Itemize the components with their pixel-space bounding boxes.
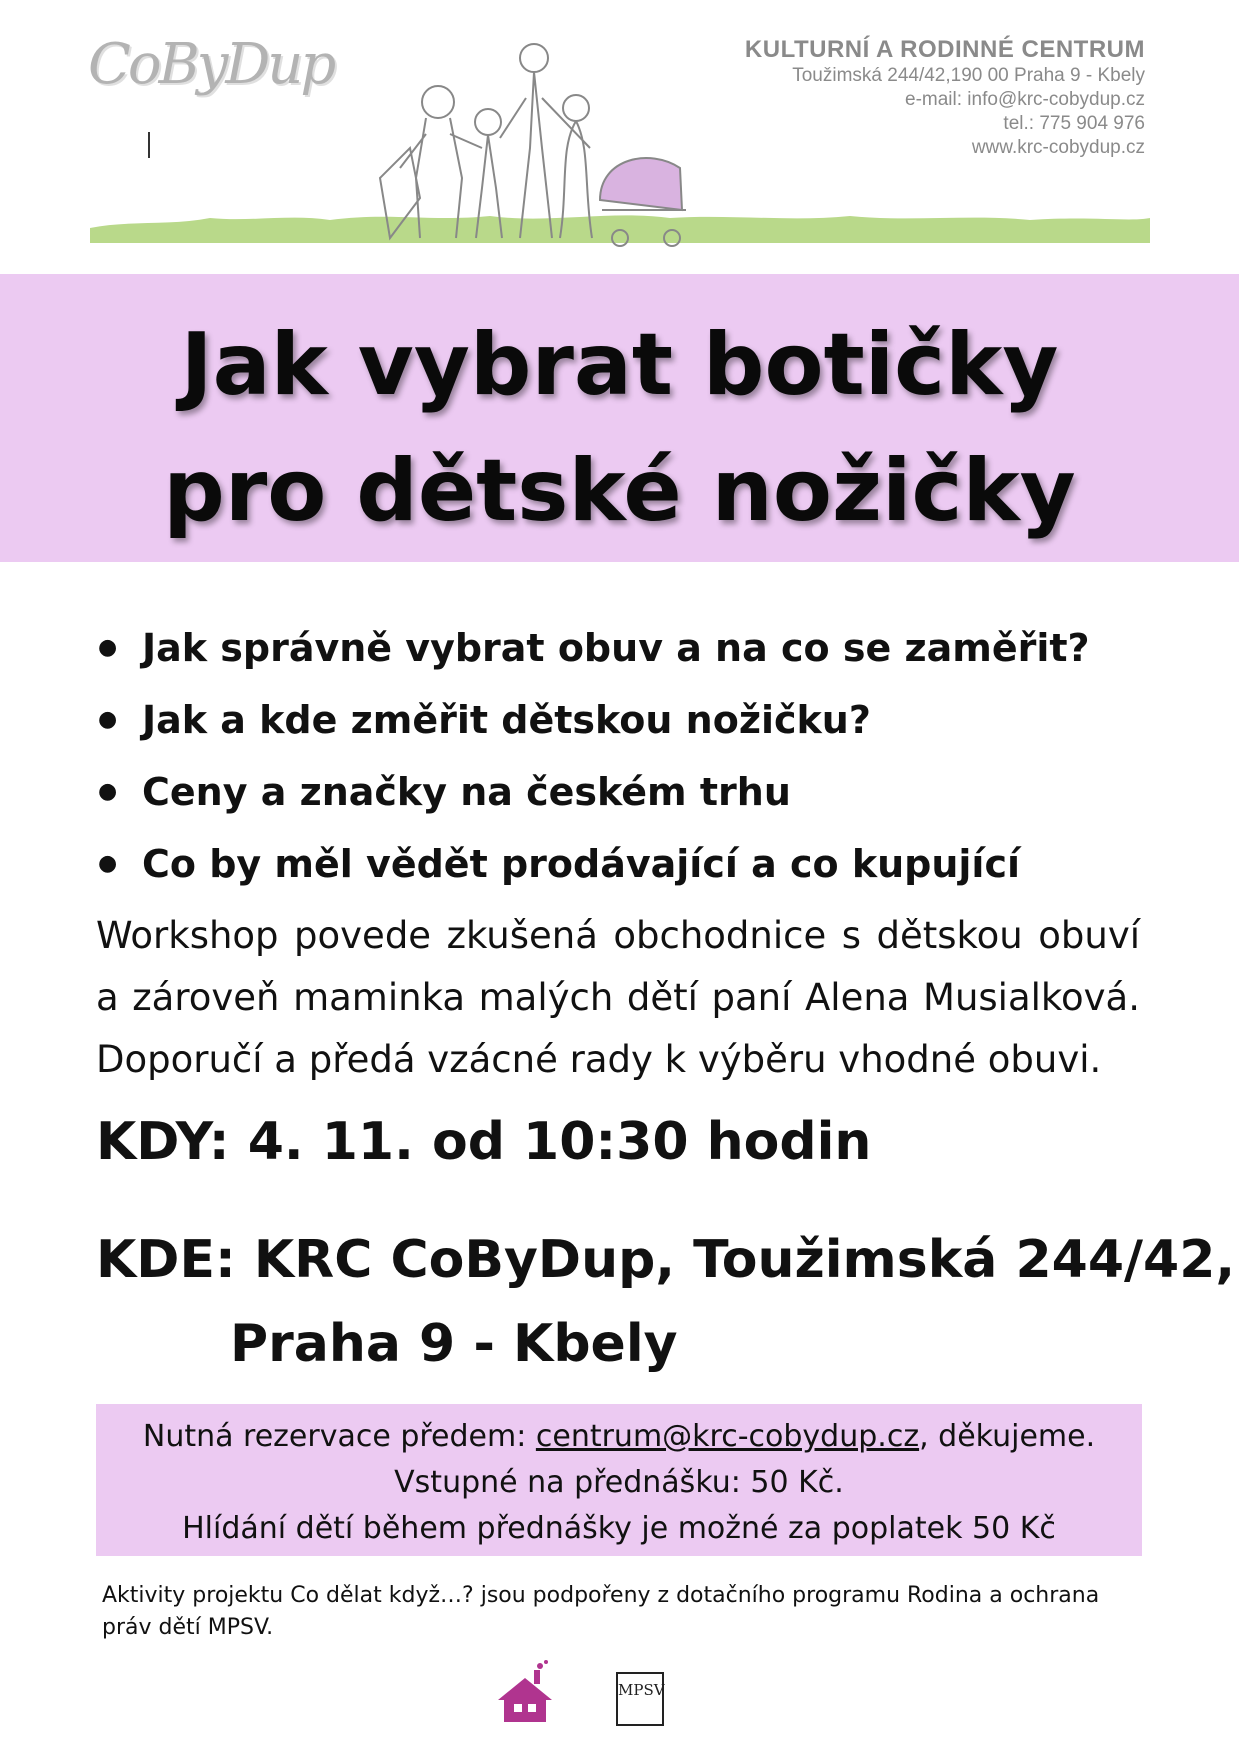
- list-item: ● Ceny a značky na českém trhu: [96, 756, 1156, 828]
- location-line-2: Praha 9 - Kbely: [230, 1314, 678, 1374]
- workshop-description: Workshop povede zkušená obchodnice s dětskou obuví a zároveň maminka malých dětí paní Alena Musialková. Doporučí a předá vzácné rady k výběru vhodné obuvi.: [96, 914, 1140, 1081]
- title-line-1: Jak vybrat botičky: [180, 315, 1059, 415]
- page-title: [0, 274, 1239, 554]
- phone: tel.: 775 904 976: [1003, 113, 1145, 134]
- email: e-mail: info@krc-cobydup.cz: [905, 89, 1145, 110]
- reservation-notice: [96, 1404, 1142, 1556]
- contact-block: [745, 36, 1145, 160]
- list-item: ● Jak správně vybrat obuv a na co se zaměřit?: [96, 612, 1156, 684]
- title-line-2: pro dětské nožičky: [163, 441, 1076, 541]
- org-name: KULTURNÍ A RODINNÉ CENTRUM: [744, 36, 1145, 63]
- event-date: KDY: 4. 11. od 10:30 hodin: [96, 1112, 872, 1172]
- reservation-email-link[interactable]: centrum@krc-cobydup.cz: [535, 1419, 920, 1454]
- reservation-line: [96, 1414, 1142, 1460]
- childcare-info: Hlídání dětí během přednášky je možné za poplatek 50 Kč: [182, 1511, 1056, 1546]
- mpsv-logo: MPSV: [616, 1672, 664, 1726]
- cobydup-logo: CoByDup: [88, 32, 334, 97]
- reservation-prefix: Nutná rezervace předem:: [142, 1419, 536, 1454]
- list-item: ● Jak a kde změřit dětskou nožičku?: [96, 684, 1156, 756]
- event-location: [96, 1218, 1235, 1386]
- entry-fee: Vstupné na přednášku: 50 Kč.: [394, 1465, 844, 1500]
- funding-footnote: Aktivity projektu Co dělat když…? jsou podpořeny z dotačního programu Rodina a ochrana práv dětí MPSV.: [102, 1583, 1100, 1640]
- reservation-suffix: , děkujeme.: [919, 1419, 1096, 1454]
- website: www.krc-cobydup.cz: [971, 137, 1145, 158]
- house-logo-icon: [490, 1660, 560, 1730]
- title-band: [0, 274, 1239, 562]
- location-line-1: KDE: KRC CoByDup, Toužimská 244/42,: [96, 1230, 1236, 1290]
- topic-list: [96, 612, 1156, 900]
- list-item: ● Co by měl vědět prodávající a co kupující: [96, 828, 1156, 900]
- address: Toužimská 244/42,190 00 Praha 9 - Kbely: [792, 65, 1145, 86]
